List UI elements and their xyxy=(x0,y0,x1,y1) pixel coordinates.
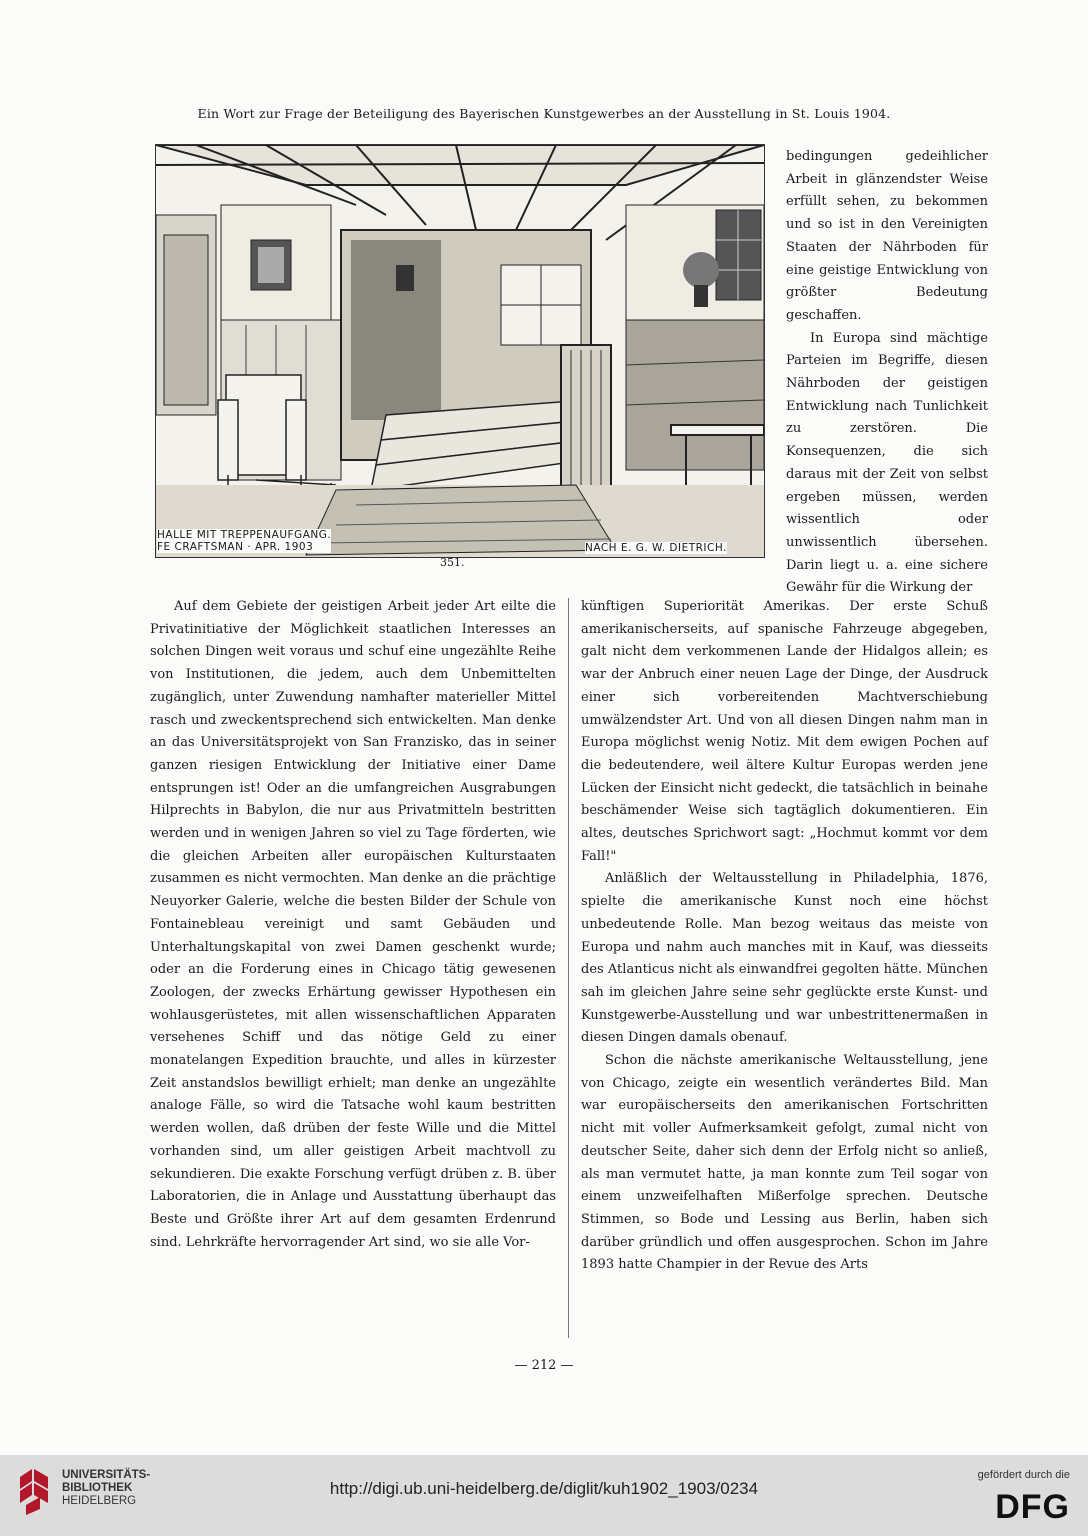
paragraph: Schon die nächste amerikanische Weltausstellung, jene von Chicago, zeigte ein wesentlich verändertes Bild. Man war europäischerseits den amerikanischen Fortschritten nicht mit voller Aufmerksamkeit gefolgt, zumal nicht von deutscher Seite, daher sich denn der Erfolg nicht so anließ, als man vermutet hatte, ja man konnte zum Teil sogar von einem unzweifelhaften Mißerfolge sprechen. Deutsche Stimmen, so Bode und Lessing aus Berlin, haben sich darüber gründlich und offen ausgesprochen. Schon im Jahre 1893 hatte Champier in der Revue des Arts xyxy=(581,1053,988,1273)
paragraph: Auf dem Gebiete der geistigen Arbeit jeder Art eilte die Privatinitiative der Möglichkeit staatlichen Interesses an solchen Dingen weit voraus und schuf eine ungezählte Reihe von Institutionen, die jedem, auch dem Unbemittelten zugänglich, unter Zuwendung namhafter materieller Mittel rasch und zweckentsprechend sich entwickelten. Man denke an das Universitätsprojekt von San Franzisko, das in seiner ganzen riesigen Entwicklung der Initiative einer Dame entsprungen ist! Oder an die umfangreichen Ausgrabungen Hilprechts in Babylon, die nur aus Privatmitteln bestritten werden und in wenigen Jahren so viel zu Tage förderten, wie die gleichen Arbeiten aller europäischen Kulturstaaten zusammen es nicht vermochten. Man denke an die prächtige Neuyorker Galerie, welche die besten Bilder der Schule von Fontainebleau vereinigt und samt Gebäuden und Unterhaltungskapital von zwei Damen geschenkt wurde; oder an die Forderung eines in Chicago tätig gewesenen Zoologen, der zwecks Erhärtung gewisser Hypothesen ein wohlausgerüstetes, mit allen wissenschaftlichen Apparaten versehenes Schiff und das nötige Geld zu einer monatelangen Expedition brauchte, und alles in kürzester Zeit anstandslos bewilligt erhielt; man denke an ungezählte analoge Fälle, so wird die Tatsache wohl kaum bestritten werden wollen, daß drüben der feste Wille und die Mittel vorhanden sind, um aller geistigen Arbeit machtvoll zu sekundieren. Die exakte Forschung verfügt drüben z. B. über Laboratorien, die in Anlage und Ausstattung überhaupt das Beste und Größte ihrer Art auf dem gesamten Erdenrund sind. Lehrkräfte hervorragender Art sind, wo sie alle Vor- xyxy=(150,599,556,1250)
running-title: Ein Wort zur Frage der Beteiligung des Bayerischen Kunstgewerbes an der Ausstellung in St. Louis 1904. xyxy=(197,106,891,121)
left-column xyxy=(150,596,556,1254)
interior-drawing xyxy=(156,145,764,557)
figure-caption-credit: NACH E. G. W. DIETRICH. xyxy=(585,542,727,554)
library-name-line2: BIBLIOTHEK xyxy=(62,1482,133,1494)
figure-number: 351. xyxy=(440,556,465,569)
paragraph: bedingungen gedeihlicher Arbeit in glänzendster Weise erfüllt sehen, zu bekommen und so ist in den Vereinigten Staaten der Nährboden für eine geistige Entwicklung von größter Bedeutung geschaffen. xyxy=(786,149,988,323)
digitization-footer xyxy=(0,1455,1088,1536)
page-number: — 212 — xyxy=(514,1358,574,1373)
right-column xyxy=(581,596,988,1277)
figure-caption-left xyxy=(157,529,331,553)
figure-caption-source: FE CRAFTSMAN · APR. 1903 xyxy=(157,541,314,553)
library-name-line1: UNIVERSITÄTS- xyxy=(62,1469,151,1481)
hall-illustration xyxy=(155,144,765,558)
permalink-url[interactable]: http://digi.ub.uni-heidelberg.de/diglit/kuh1902_1903/0234 xyxy=(329,1479,759,1498)
top-right-text xyxy=(786,146,988,600)
paragraph: Anläßlich der Weltausstellung in Philadelphia, 1876, spielte die amerikanische Kunst noch eine höchst unbedeutende Rolle. Man bezog weitaus das meiste von Europa und nahm auch manches mit in Kauf, was diesseits des Atlanticus nicht als einwandfrei gegolten hätte. München sah im gleichen Jahre seine sehr geglückte erste Kunst- und Kunstgewerbe-Ausstellung und war unbestrittenermaßen in diesen Dingen damals obenauf. xyxy=(581,871,988,1046)
figure-caption-title: HALLE MIT TREPPENAUFGANG. xyxy=(157,529,332,541)
dfg-logo[interactable]: DFG xyxy=(995,1488,1070,1526)
paragraph: künftigen Superiorität Amerikas. Der erste Schuß amerikanischerseits, auf spanische Fahrzeuge abgegeben, galt nicht dem verkommenen Lande der Hidalgos allein; es war der Anbruch einer neuen Lage der Dinge, der Ausdruck einer sich vorbereitenden Machtverschiebung umwälzendster Art. Und von all diesen Dingen nahm man in Europa möglichst wenig Notiz. Mit dem ewigen Pochen auf die bedeutendere, weil ältere Kultur Europas werden jene Lücken der Einsicht nicht gedeckt, die tatsächlich in beinahe beschämender Weise sich tagtäglich dokumentieren. Ein altes, deutsches Sprichwort sagt: „Hochmut kommt vor dem Fall!" xyxy=(581,599,988,864)
paragraph: In Europa sind mächtige Parteien im Begriffe, diesen Nährboden der geistigen Entwicklung nach Tunlichkeit zu zerstören. Die Konsequenzen, die sich daraus mit der Zeit von selbst ergeben müssen, werden wissentlich oder unwissentlich übersehen. Darin liegt u. a. eine sichere Gewähr für die Wirkung der xyxy=(786,330,988,596)
library-name-line3: HEIDELBERG xyxy=(62,1495,137,1507)
funding-label: gefördert durch die xyxy=(977,1469,1070,1481)
column-divider xyxy=(568,598,569,1338)
